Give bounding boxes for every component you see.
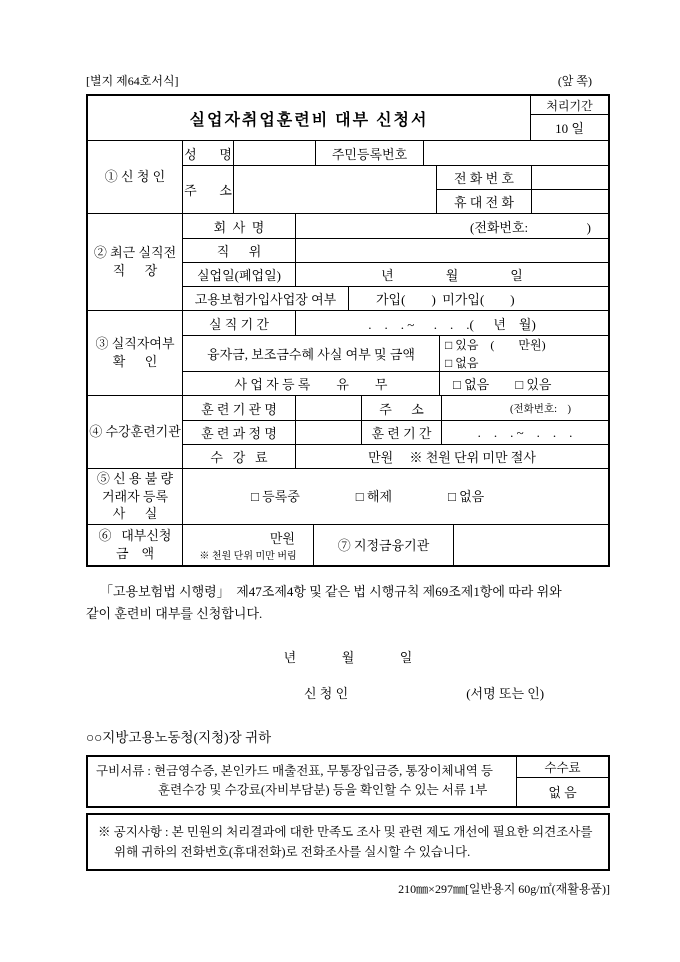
position-label: 직 위	[216, 244, 262, 259]
jobless-date-field[interactable]: 년 월 일	[295, 263, 608, 286]
credit-options	[183, 469, 608, 521]
address-field[interactable]	[233, 166, 436, 213]
mobile-label: 휴 대 전 화	[454, 195, 514, 210]
application-form-table	[86, 94, 610, 567]
section-loan-label-line2: 금 액	[115, 545, 155, 561]
top-header	[86, 72, 610, 89]
training-addr-field[interactable]	[441, 396, 608, 420]
applicant-sign-label: 신 청 인	[304, 685, 349, 701]
section-credit-label	[88, 469, 182, 524]
fee-column	[516, 757, 608, 806]
processing-period-value: 10 일	[555, 121, 584, 136]
documents-box	[86, 755, 610, 808]
section-credit-label-line1: ⑤ 신 용 불 량	[96, 471, 174, 486]
fee-column-value: 없 음	[548, 785, 577, 801]
jobless-date-label: 실업일(폐업일)	[196, 268, 281, 283]
course-label: 훈 련 과 정 명	[201, 426, 277, 441]
section-training-label	[88, 396, 182, 468]
section-training-body	[182, 396, 608, 468]
section-lastjob-label	[88, 214, 182, 310]
processing-period-label: 처리기간	[531, 96, 608, 115]
credit-option-none[interactable]: □ 없음	[448, 488, 485, 504]
training-phone-note: (전화번호: )	[510, 403, 571, 415]
credit-option-registered[interactable]: □ 등록중	[251, 488, 300, 504]
section-training	[88, 395, 608, 468]
paper-spec-label: 210㎜×297㎜[일반용지 60g/㎡(재활용품)]	[398, 881, 610, 896]
subsidy-options[interactable]	[439, 336, 608, 371]
insurance-label: 고용보험가입사업장 여부	[194, 292, 337, 307]
section-lastjob-label-line1: ② 최근 실직전	[93, 245, 177, 261]
section-loan-label	[88, 525, 182, 565]
subsidy-no-option[interactable]: □ 없음	[445, 356, 479, 370]
training-addr-label: 주 소	[361, 396, 441, 420]
section-credit-label-line3: 사 실	[112, 506, 158, 522]
applicant-name-label: 성 명	[184, 146, 232, 162]
section-applicant-label	[88, 141, 182, 213]
address-label: 주 소	[184, 183, 232, 198]
rrn-label: 주민등록번호	[315, 141, 423, 165]
section-check-label	[88, 311, 182, 395]
sign-note: (서명 또는 인)	[466, 685, 545, 701]
credit-option-released[interactable]: □ 해제	[355, 488, 392, 504]
section-lastjob	[88, 213, 608, 310]
fee-field[interactable]: 만원 ※ 천원 단위 미만 절사	[295, 445, 608, 468]
form-content	[86, 72, 610, 897]
declaration-text: 「고용보험법 시행령」 제47조제4항 및 같은 법 시행규칙 제69조제1항에 따라 위와 같이 훈련비 대부를 신청합니다.	[86, 583, 565, 621]
section-lastjob-body	[182, 214, 608, 310]
addressee: ○○지방고용노동청(지청)장 귀하	[86, 729, 272, 745]
section-applicant-body	[182, 141, 608, 213]
page-side-label: (앞 쪽)	[557, 74, 592, 88]
loan-unit-label: 만원	[269, 530, 295, 546]
fee-label: 수 강 료	[210, 450, 268, 465]
subsidy-yes-option[interactable]: □ 있음 ( 만원)	[445, 338, 546, 352]
company-name-field[interactable]	[295, 214, 608, 238]
bank-label: ⑦ 지정금융기관	[313, 525, 453, 565]
section-check-label-line1: ③ 실직자여부	[95, 336, 175, 352]
insurance-options[interactable]: 가입( ) 미가입( )	[348, 287, 608, 310]
training-period-label: 훈 련 기 간	[361, 421, 441, 444]
section-lastjob-label-line2: 직 장	[112, 263, 158, 278]
section-credit-body	[182, 469, 608, 524]
title-row	[88, 96, 608, 140]
course-field[interactable]	[295, 421, 361, 444]
declaration-sign-row	[86, 683, 610, 702]
notice-text: ※ 공지사항 : 본 민원의 처리결과에 대한 만족도 조사 및 관련 제도 개선에 필요한 의견조사를 위해 귀하의 전화번호(휴대전화)로 전화조사를 실시할 수 있습니다.	[86, 813, 610, 871]
phone-label: 전 화 번 호	[454, 171, 514, 186]
training-org-field[interactable]	[295, 396, 361, 420]
section-training-label-text: ④ 수강훈련기관	[89, 424, 181, 440]
company-phone-note: (전화번호: )	[469, 219, 591, 235]
processing-period-box	[530, 96, 608, 140]
section-check	[88, 310, 608, 395]
bizreg-options[interactable]: □ 없음 □ 있음	[439, 372, 608, 395]
fee-column-label: 수수료	[517, 757, 608, 778]
loan-amount-field[interactable]	[183, 525, 313, 565]
declaration-date-line[interactable]: 년 월 일	[283, 649, 413, 665]
rrn-field[interactable]	[423, 141, 608, 165]
training-period-field[interactable]: . . . ~ . . .	[441, 421, 608, 444]
bank-field[interactable]	[453, 525, 608, 565]
section-loan	[88, 524, 608, 565]
section-check-body	[182, 311, 608, 395]
loan-note: ※ 천원 단위 미만 버림	[199, 550, 297, 562]
phone-field[interactable]	[531, 166, 608, 189]
section-applicant-label-text: ① 신 청 인	[104, 169, 166, 185]
section-loan-label-line1: ⑥ 대부신청	[98, 528, 172, 544]
bizreg-label: 사 업 자 등 록 유 무	[234, 377, 388, 392]
section-loan-body	[182, 525, 608, 565]
section-credit	[88, 468, 608, 524]
position-field[interactable]	[295, 239, 608, 262]
form-code-label: [별지 제64호서식]	[86, 74, 179, 88]
jobless-period-label: 실 직 기 간	[209, 316, 269, 332]
phone-block	[436, 166, 608, 213]
section-credit-label-line2: 거래자 등록	[101, 488, 169, 504]
form-title: 실업자취업훈련비 대부 신청서	[189, 111, 429, 129]
training-org-label: 훈 련 기 관 명	[201, 401, 277, 417]
section-check-label-line2: 확 인	[112, 354, 158, 369]
mobile-field[interactable]	[531, 190, 608, 213]
documents-text: 구비서류 : 현금영수증, 본인카드 매출전표, 무통장입금증, 통장이체내역 등 훈련수강 및 수강료(자비부담분) 등을 확인할 수 있는 서류 1부	[96, 763, 497, 798]
section-applicant	[88, 140, 608, 213]
applicant-name-field[interactable]	[233, 141, 315, 165]
company-name-label: 회 사 명	[213, 219, 265, 235]
subsidy-label: 융자금, 보조금수혜 사실 여부 및 금액	[207, 347, 415, 362]
jobless-period-field[interactable]: . . . ~ . . .( 년 월)	[295, 311, 608, 335]
declaration-block	[86, 581, 610, 746]
